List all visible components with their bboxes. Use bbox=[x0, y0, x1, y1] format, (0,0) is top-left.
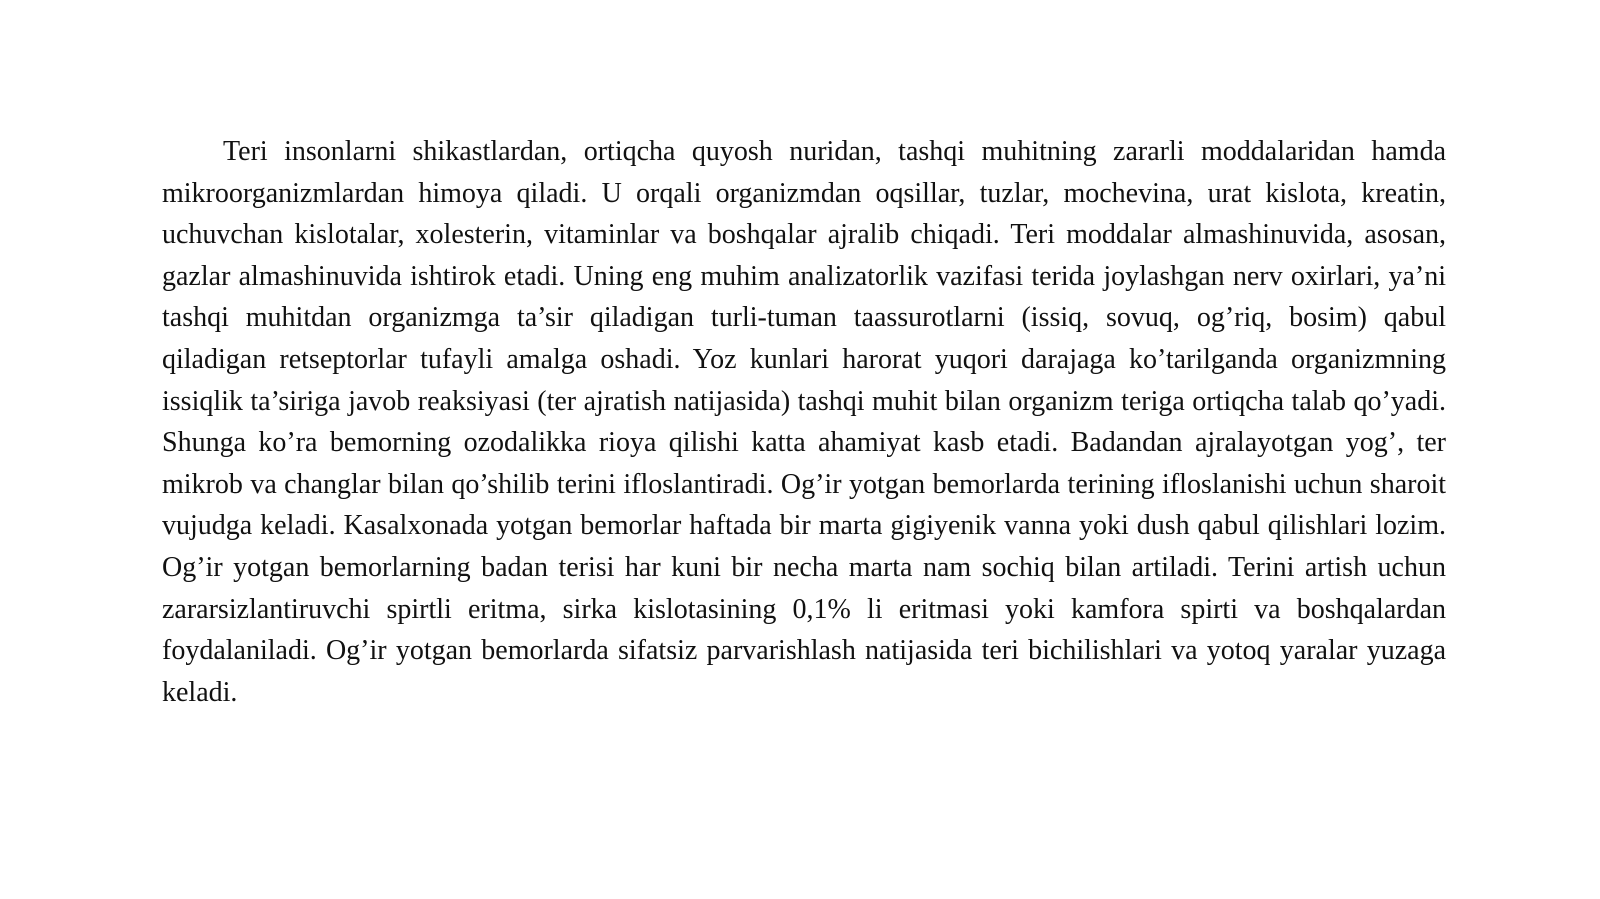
body-paragraph: Teri insonlarni shikastlardan, ortiqcha quyosh nuridan, tashqi muhitning zararli moddalaridan hamda mikroorganizmlardan himoya qiladi. U orqali organizmdan oqsillar, tuzlar, mochevina, urat kislota, kreatin, uchuvchan kislotalar, xolesterin, vitaminlar va boshqalar ajralib chiqadi. Teri moddalar almashinuvida, asosan, gazlar almashinuvida ishtirok etadi. Uning eng muhim analizatorlik vazifasi terida joylashgan nerv oxirlari, ya’ni tashqi muhitdan organizmga ta’sir qiladigan turli-tuman taassurotlarni (issiq, sovuq, og’riq, bosim) qabul qiladigan retseptorlar tufayli amalga oshadi. Yoz kunlari harorat yuqori darajaga ko’tarilganda organizmning issiqlik ta’siriga javob reaksiyasi (ter ajratish natijasida) tashqi muhit bilan organizm teriga ortiqcha talab qo’yadi. Shunga ko’ra bemorning ozodalikka rioya qilishi katta ahamiyat kasb etadi. Badandan ajralayotgan yog’, ter mikrob va changlar bilan qo’shilib terini ifloslantiradi. Og’ir yotgan bemorlarda terining ifloslanishi uchun sharoit vujudga keladi. Kasalxonada yotgan bemorlar haftada bir marta gigiyenik vanna yoki dush qabul qilishlari lozim. Og’ir yotgan bemorlarning badan terisi har kuni bir necha marta nam sochiq bilan artiladi. Terini artish uchun zararsizlantiruvchi spirtli eritma, sirka kislotasining 0,1% li eritmasi yoki kamfora spirti va boshqalardan foydalaniladi. Og’ir yotgan bemorlarda sifatsiz parvarishlash natijasida teri bichilishlari va yotoq yaralar yuzaga keladi. bbox=[162, 136, 1446, 708]
